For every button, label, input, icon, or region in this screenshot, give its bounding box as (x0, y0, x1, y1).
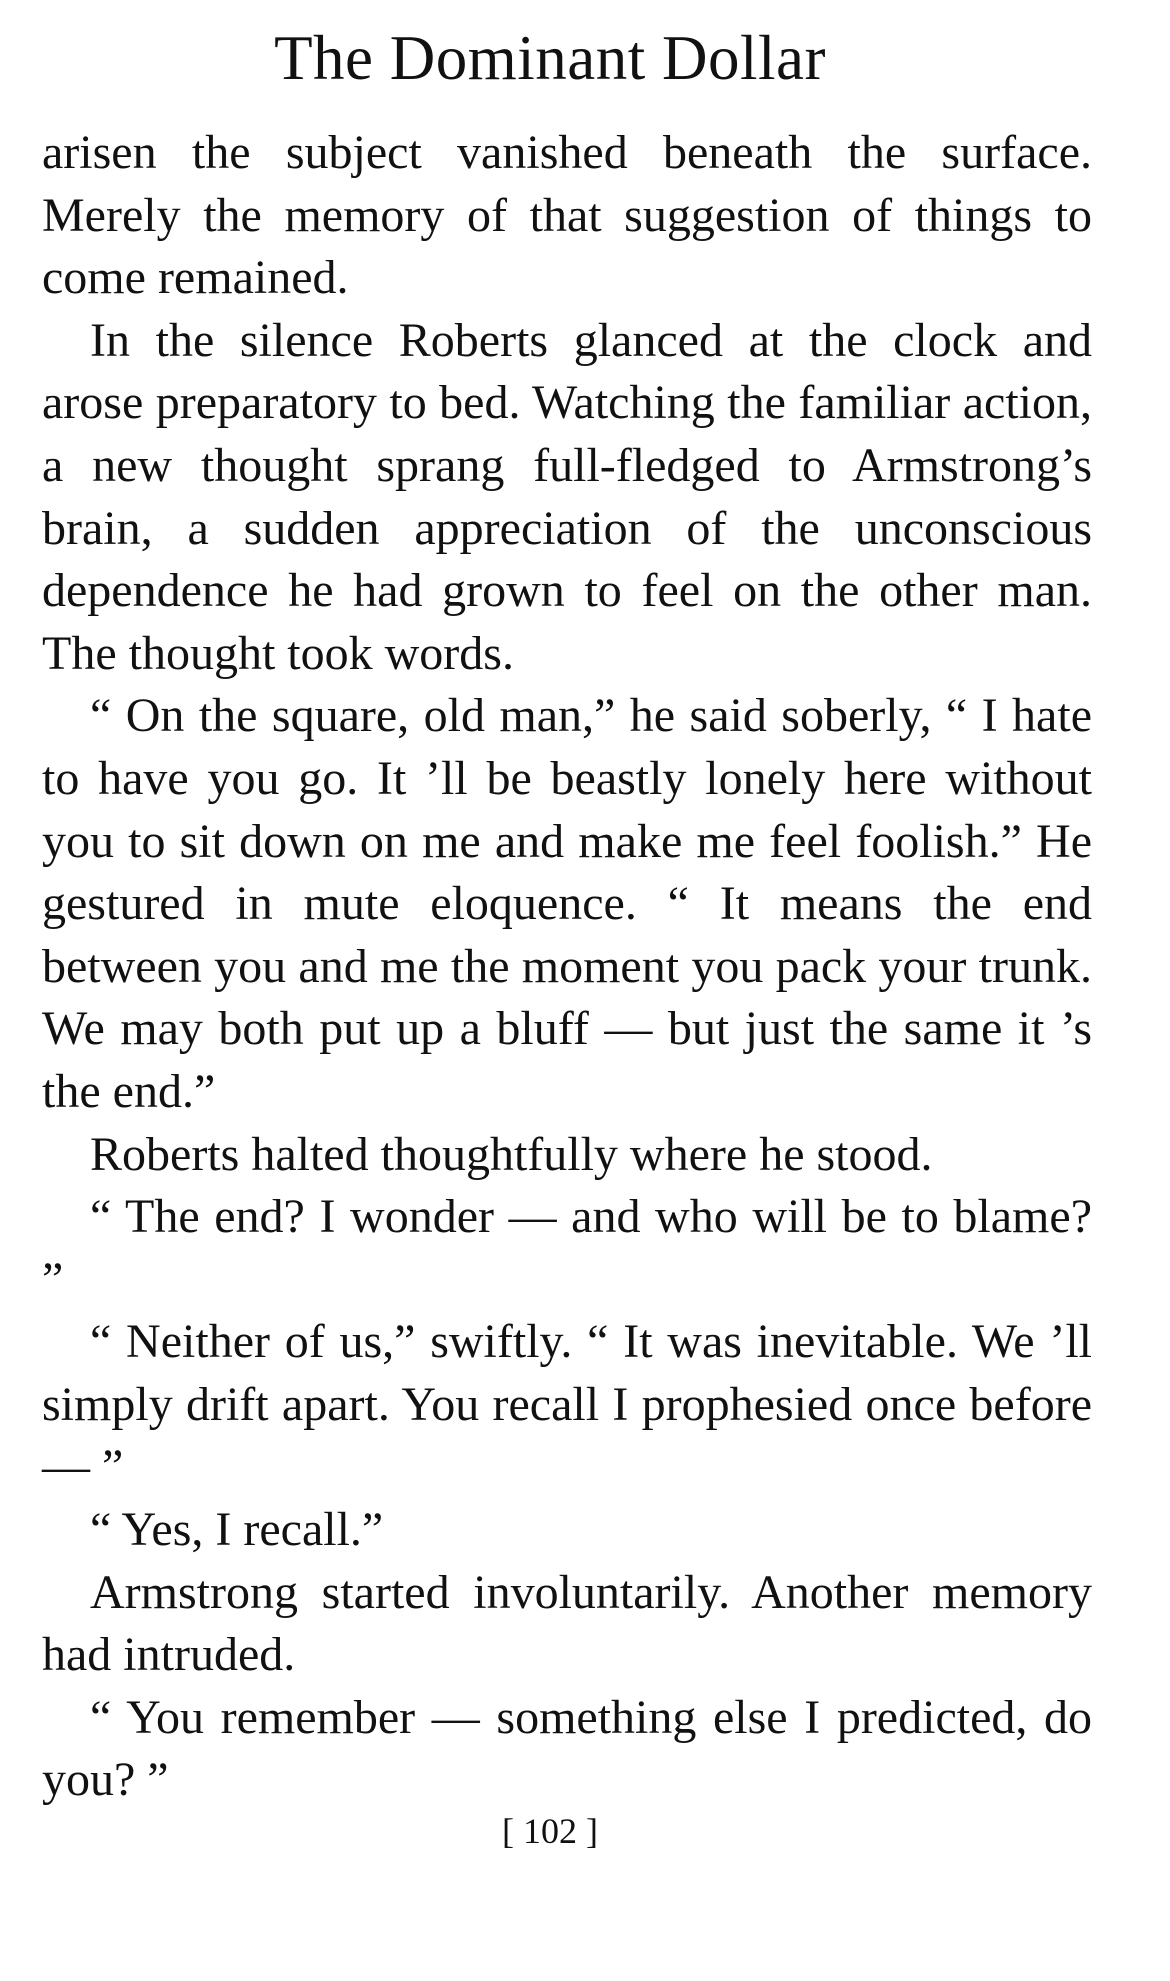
paragraph: “ Yes, I recall.” (90, 1503, 384, 1557)
paragraph: Roberts halted thoughtfully where he stood. (90, 1127, 933, 1181)
body-text (42, 122, 1092, 1812)
paragraph: Armstrong started involuntarily. Another memory had intruded. (42, 1565, 1092, 1682)
paragraph: “ On the square, old man,” he said soberly, “ I hate to have you go. It ’ll be beastly lonely here without you to sit down on me and make me feel foolish.” He gestured in mute eloquence. “ It means the end between you and me the moment you pack your trunk. We may both put up a bluff — but just the same it ’s the end.” (42, 689, 1092, 1118)
paragraph: arisen the subject vanished beneath the surface. Merely the memory of that suggestion of things to come remained. (42, 126, 1092, 305)
paragraph: “ The end? I wonder — and who will be to blame? ” (42, 1190, 1092, 1306)
paragraph: “ You remember — something else I predicted, do you? ” (42, 1690, 1092, 1807)
page-number: [ 102 ] (502, 1811, 598, 1851)
paragraph: “ Neither of us,” swiftly. “ It was inevitable. We ’ll simply drift apart. You recall I prophesied once before — ” (42, 1315, 1092, 1494)
paragraph: In the silence Roberts glanced at the clock and arose preparatory to bed. Watching the familiar action, a new thought sprang full-fledged to Armstrong’s brain, a sudden appreciation of the unconscious dependence he had grown to feel on the other man. The thought took words. (42, 313, 1092, 680)
running-head: The Dominant Dollar (274, 23, 826, 93)
